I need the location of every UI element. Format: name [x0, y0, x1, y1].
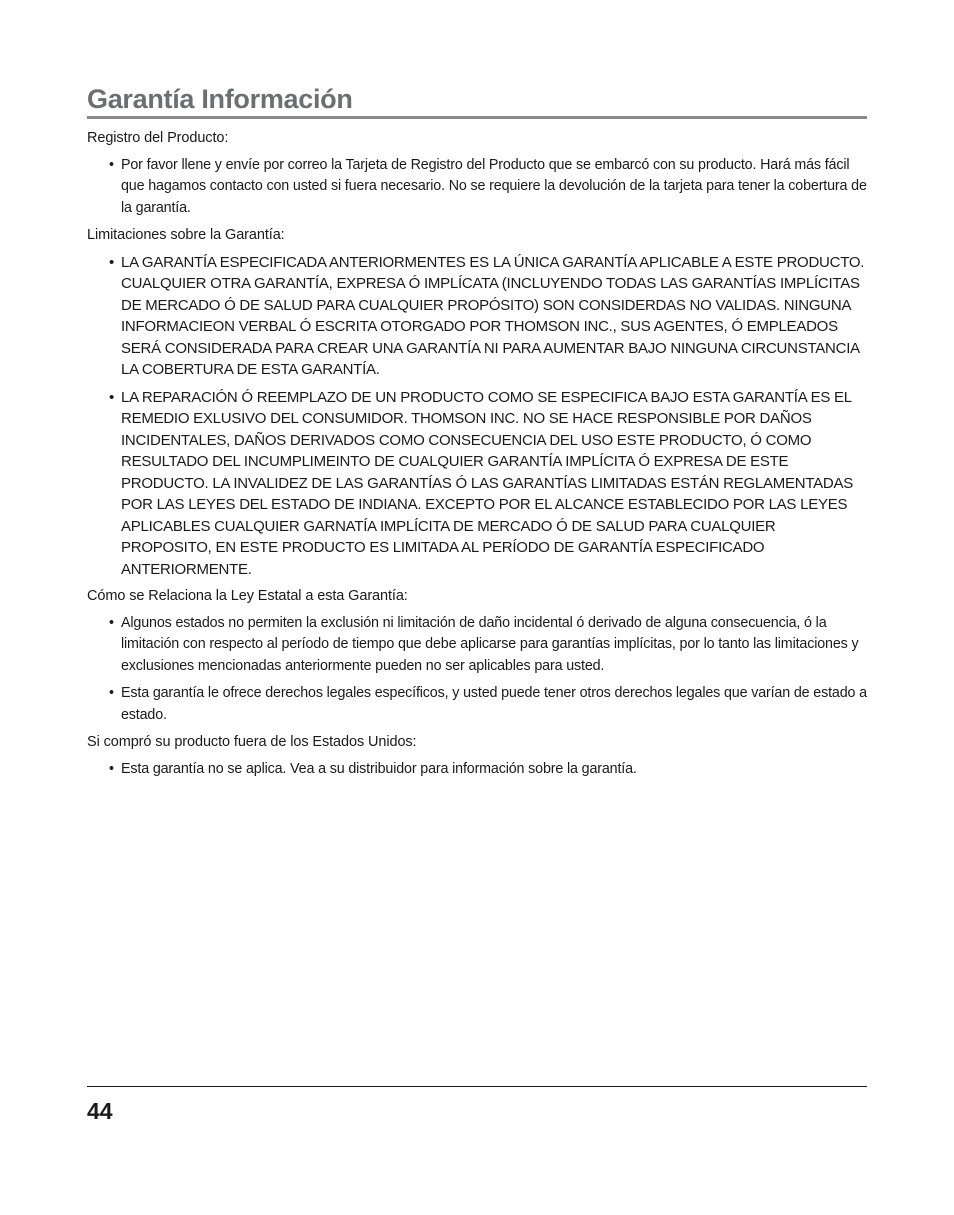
bullet-icon: • [109, 253, 115, 271]
section-product-registration [87, 128, 867, 219]
section-outside-us [87, 732, 867, 780]
page-title: Garantía Información [87, 84, 353, 114]
footer-divider [87, 1086, 867, 1087]
list-item: • Algunos estados no permiten la exclusión ni limitación de daño incidental ó derivado de alguna consecuencia, ó la limitación con respecto al período de tiempo que debe aplicarse para garantías implícitas, por lo tanto las limitaciones y exclusiones mencionadas anteriormente pueden no ser aplicables para usted. [109, 614, 859, 674]
list-item: • Por favor llene y envíe por correo la Tarjeta de Registro del Producto que se embarcó con su producto. Hará más fácil que hagamos contacto con usted si fuera necesario. No se requiere la devolución de la tarjeta para tener la cobertura de la garantía. [109, 156, 867, 216]
section-heading: Si compró su producto fuera de los Estados Unidos: [87, 734, 417, 750]
section-state-law [87, 586, 867, 726]
section-heading: Limitaciones sobre la Garantía: [87, 227, 285, 243]
section-warranty-limitations [87, 225, 867, 580]
warranty-content [87, 128, 867, 786]
list-item: • Esta garantía le ofrece derechos legales específicos, y usted puede tener otros derechos legales que varían de estado a estado. [109, 685, 867, 723]
list-item: • LA REPARACIÓN Ó REEMPLAZO DE UN PRODUCTO COMO SE ESPECIFICA BAJO ESTA GARANTÍA ES EL REMEDIO EXLUSIVO DEL CONSUMIDOR. THOMSON INC. NO SE HACE RESPONSIBLE POR DAÑOS INCIDENTALES, DAÑOS DERIVADOS COMO CONSECUENCIA DEL USO ESTE PRODUCTO, Ó COMO RESULTADO DEL INCUMPLIMEINTO DE CUALQUIER GARANTÍA IMPLÍCITA Ó EXPRESA DE ESTE PRODUCTO. LA INVALIDEZ DE LAS GARANTÍAS Ó LAS GARANTÍAS LIMITADAS ESTÁN REGLAMENTADAS POR LAS LEYES DEL ESTADO DE INDIANA. EXCEPTO POR EL ALCANCE ESTABLECIDO POR LAS LEYES APLICABLES CUALQUIER GARNATÍA IMPLÍCITA DE MERCADO Ó DE SALUD PARA CUALQUIER PROPOSITO, EN ESTE PRODUCTO ES LIMITADA AL PERÍODO DE GARANTÍA ESPECIFICADO ANTERIORMENTE. [109, 388, 853, 578]
bullet-icon: • [109, 685, 114, 701]
page-number: 44 [87, 1098, 113, 1124]
list-item: • Esta garantía no se aplica. Vea a su distribuidor para información sobre la garantía. [87, 759, 867, 781]
section-heading: Cómo se Relaciona la Ley Estatal a esta Garantía: [87, 588, 408, 604]
bullet-icon: • [109, 760, 114, 777]
bullet-icon: • [109, 156, 114, 173]
title-divider [87, 116, 867, 119]
bullet-icon: • [109, 388, 115, 406]
bullet-icon: • [109, 614, 114, 631]
section-heading: Registro del Producto: [87, 130, 229, 146]
list-item: • LA GARANTÍA ESPECIFICADA ANTERIORMENTES ES LA ÚNICA GARANTÍA APLICABLE A ESTE PRODUCTO. CUALQUIER OTRA GARANTÍA, EXPRESA Ó IMPLÍCATA (INCLUYENDO TODAS LAS GARANTÍAS IMPLÍCITAS DE MERCADO Ó DE SALUD PARA CUALQUIER PROPÓSITO) SON CONSIDERDAS NO VALIDAS. NINGUNA INFORMACIEON VERBAL Ó ESCRITA OTORGADO POR THOMSON INC., SUS AGENTES, Ó EMPLEADOS SERÁ CONSIDERADA PARA CREAR UNA GARANTÍA NI PARA AUMENTAR BAJO NINGUNA CIRCUNSTANCIA LA COBERTURA DE ESTA GARANTÍA. [109, 253, 865, 378]
